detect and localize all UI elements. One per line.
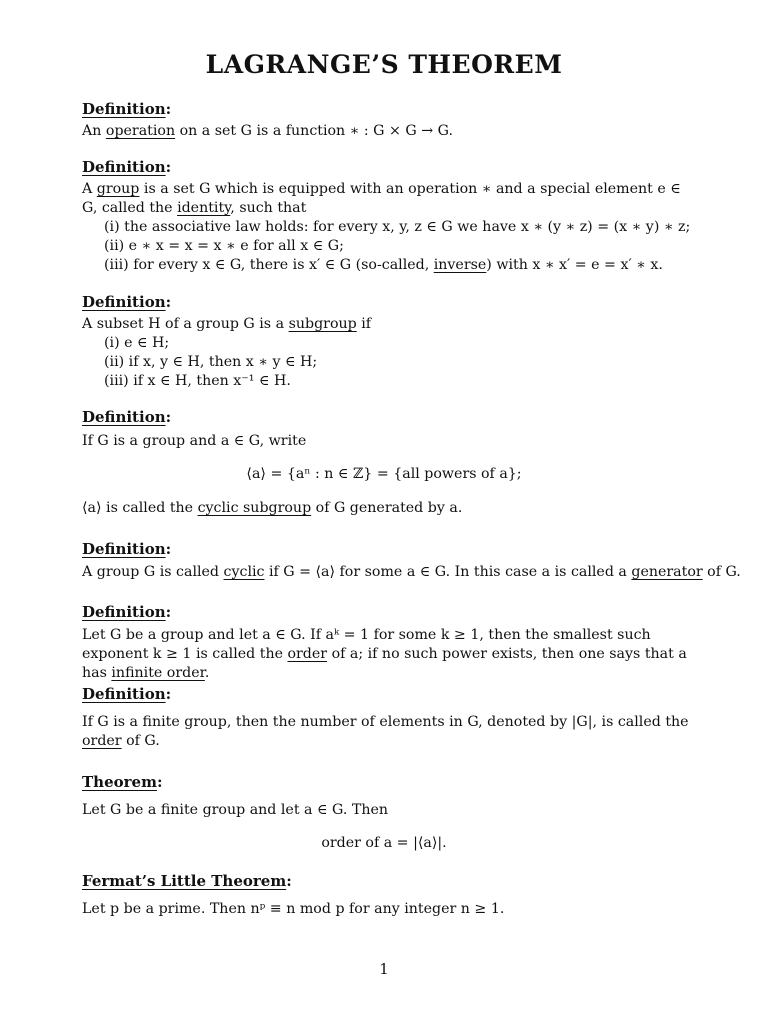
definition-text: If G is a finite group, then the number of elements in G, denoted by |G|, is called the order of G. bbox=[82, 714, 689, 749]
definition-text: A subset H of a group G is a subgroup if bbox=[82, 316, 372, 332]
page-number: 1 bbox=[379, 960, 389, 978]
term-group: group bbox=[96, 181, 140, 197]
theorem-lagrange bbox=[82, 773, 692, 853]
term-subgroup: subgroup bbox=[288, 316, 357, 332]
definition-heading: Definition: bbox=[82, 603, 172, 621]
definition-order-of-group bbox=[82, 685, 692, 751]
display-formula: ⟨a⟩ = {aⁿ : n ∈ ℤ} = {all powers of a}; bbox=[246, 466, 522, 482]
definition-group bbox=[82, 158, 692, 275]
list-item: (ii) if x, y ∈ H, then x ∗ y ∈ H; bbox=[104, 354, 318, 370]
definition-order-of-element bbox=[82, 603, 692, 683]
list-item: (iii) for every x ∈ G, there is x′ ∈ G (so-called, inverse) with x ∗ x′ = e = x′ ∗ x. bbox=[104, 257, 663, 273]
term-operation: operation bbox=[105, 123, 176, 139]
theorem-heading: Theorem: bbox=[82, 773, 163, 791]
term-infinite-order: infinite order bbox=[111, 665, 205, 681]
definition-heading: Definition: bbox=[82, 540, 172, 558]
definition-heading: Definition: bbox=[82, 293, 172, 311]
list-item: (ii) e ∗ x = x = x ∗ e for all x ∈ G; bbox=[104, 238, 344, 254]
definition-cyclic bbox=[82, 540, 741, 582]
definition-operation bbox=[82, 100, 692, 141]
term-order: order bbox=[287, 646, 328, 662]
theorem-text: Let p be a prime. Then nᵖ ≡ n mod p for any integer n ≥ 1. bbox=[82, 901, 505, 917]
term-cyclic: cyclic bbox=[223, 564, 265, 580]
definition-text: Let G be a group and let a ∈ G. If aᵏ = 1 for some k ≥ 1, then the smallest such exponent k ≥ 1 is called the order of a; if no such power exists, then one says that a has infinite order. bbox=[82, 627, 687, 681]
definition-text: A group is a set G which is equipped with an operation ∗ and a special element e ∈ G, called the identity, such that bbox=[82, 181, 681, 216]
page-title: LAGRANGE’S THEOREM bbox=[205, 50, 563, 79]
display-formula: order of a = |⟨a⟩|. bbox=[321, 835, 447, 851]
definition-heading: Definition: bbox=[82, 158, 172, 176]
fermat-little-theorem bbox=[82, 872, 692, 919]
definition-heading: Definition: bbox=[82, 408, 172, 426]
definition-text: An operation on a set G is a function ∗ : G × G → G. bbox=[82, 123, 453, 139]
term-generator: generator bbox=[631, 564, 703, 580]
list-item: (iii) if x ∈ H, then x⁻¹ ∈ H. bbox=[104, 373, 291, 389]
definition-heading: Definition: bbox=[82, 100, 172, 118]
theorem-text: Let G be a finite group and let a ∈ G. Then bbox=[82, 802, 389, 818]
definition-text: A group G is called cyclic if G = ⟨a⟩ for some a ∈ G. In this case a is called a generator of G. bbox=[82, 564, 741, 580]
definition-text: If G is a group and a ∈ G, write bbox=[82, 433, 307, 449]
term-identity: identity bbox=[177, 200, 231, 216]
definition-text: ⟨a⟩ is called the cyclic subgroup of G generated by a. bbox=[82, 500, 463, 516]
term-inverse: inverse bbox=[433, 257, 487, 273]
term-order: order bbox=[82, 733, 122, 749]
definition-cyclic-subgroup bbox=[82, 408, 692, 518]
term-cyclic-subgroup: cyclic subgroup bbox=[197, 500, 312, 516]
definition-heading: Definition: bbox=[82, 685, 172, 703]
list-item: (i) the associative law holds: for every x, y, z ∈ G we have x ∗ (y ∗ z) = (x ∗ y) ∗ z; bbox=[104, 219, 691, 235]
theorem-heading: Fermat’s Little Theorem: bbox=[82, 872, 292, 890]
list-item: (i) e ∈ H; bbox=[104, 335, 170, 351]
definition-subgroup bbox=[82, 293, 692, 391]
